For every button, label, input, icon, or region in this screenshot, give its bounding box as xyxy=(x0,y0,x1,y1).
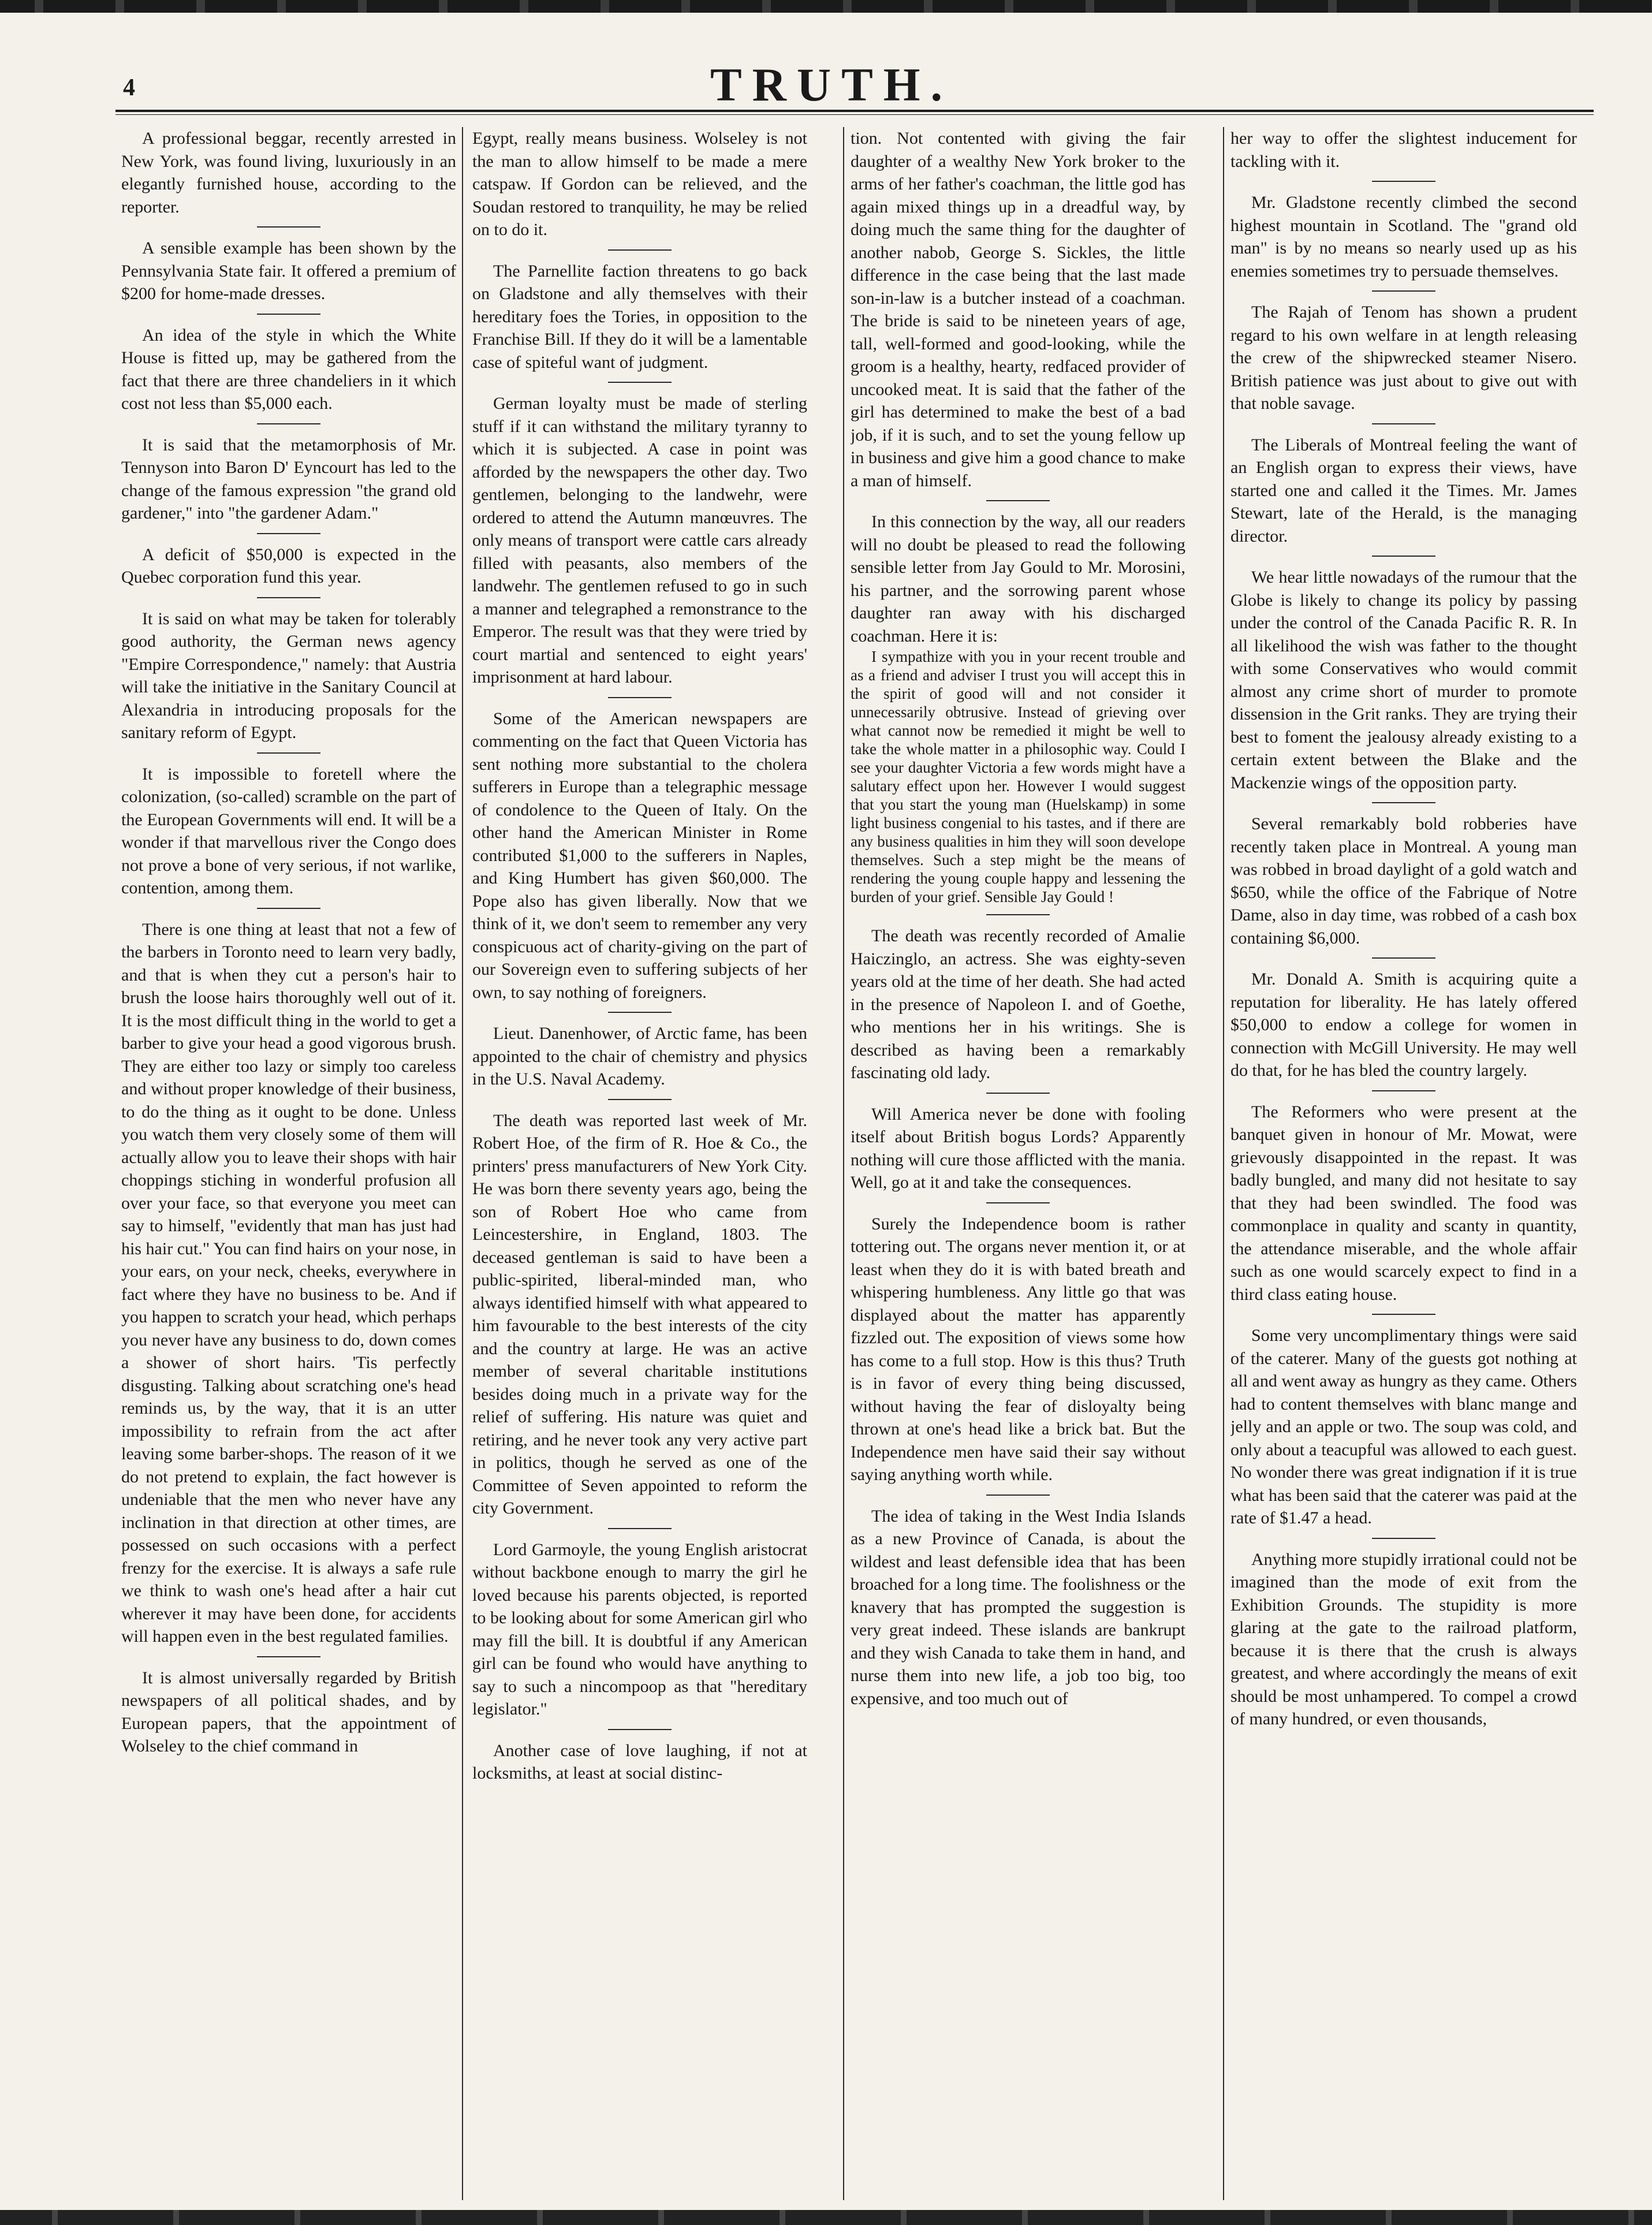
quoted-letter: I sympathize with you in your recent trouble and as a friend and adviser I trust you will accept this in the spirit of good will and not consider it unnecessarily obtrusive. Instead of grieving over what cannot now be remedied it might be well to take the whole matter in a philosophic way. Could I see your daughter Victoria a few words might have a salutary effect upon her. However I would suggest that you start the young man (Huelskamp) in some light business congenial to his tastes, and if there are any business qualities in him they will soon develope themselves. Such a step might be the means of rendering the young couple happy and lessening the burden of your grief. Sensible Jay Gould ! xyxy=(851,648,1185,905)
article: Lord Garmoyle, the young English aristocrat without backbone enough to marry the girl he loved because his parents objected, is reported to be looking about for some American girl who may fill the bill. It is doubtful if any American girl can be found who would have anything to say to such a nincompoop as that "hereditary legislator." xyxy=(472,1540,807,1719)
column-2 xyxy=(472,127,807,2200)
article-separator xyxy=(608,1099,672,1100)
article-separator xyxy=(608,697,672,698)
masthead-rule xyxy=(115,110,1594,112)
article: Some of the American newspapers are commenting on the fact that Queen Victoria has sent nothing more substantial to the cholera sufferers in Europe than a telegraphic message of condolence to the Queen of Italy. On the other hand the American Minister in Rome contributed $1,000 to the sufferers in Naples, and King Humbert has given $60,000. The Pope also has given liberally. Now that we think of it, we don't seem to remember any very conspicuous act of charity-giving on the part of our Sovereign even to suffering subjects of her own, to say nothing of foreigners. xyxy=(472,709,807,1002)
article: It is said that the metamorphosis of Mr. Tennyson into Baron D' Eyncourt has led to the change of the famous expression "the grand old gardener," into "the gardener Adam." xyxy=(121,435,456,523)
article-separator xyxy=(608,249,672,251)
article-separator xyxy=(986,500,1050,501)
article: The Rajah of Tenom has shown a prudent regard to his own welfare in at length releasing the crew of the shipwrecked steamer Nisero. British patience was just about to give out with that noble savage. xyxy=(1230,303,1577,413)
article-separator xyxy=(608,1012,672,1013)
article: German loyalty must be made of sterling stuff if it can withstand the military tyranny to which it is subjected. A case in point was afforded by the newspapers the other day. Two gentlemen, belonging to the landwehr, were ordered to attend the Autumn manœuvres. The only means of transport were cattle cars already filled with peasants, also members of the landwehr. The gentlemen refused to go in such a manner and telegraphed a remonstrance to the Emperor. The result was that they were tried by court martial and sentenced to eight years' imprisonment at hard labour. xyxy=(472,394,807,687)
article: Lieut. Danenhower, of Arctic fame, has been appointed to the chair of chemistry and physics in the U.S. Naval Academy. xyxy=(472,1024,807,1089)
article-separator xyxy=(986,1093,1050,1094)
article-separator xyxy=(608,1528,672,1529)
article-separator xyxy=(1372,290,1435,292)
bottom-border xyxy=(0,2210,1652,2225)
masthead-title: TRUTH. xyxy=(710,58,953,111)
article-separator xyxy=(1372,423,1435,424)
article: We hear little nowadays of the rumour that the Globe is likely to change its policy by passing under the control of the Canada Pacific R. R. In all likelihood the wish was father to the thought with some Conservatives who would commit almost any crime short of murder to promote dissension in the Grit ranks. They are trying their best to foment the jealousy already existing to a certain extent between the Blake and the Mackenzie wings of the opposition party. xyxy=(1230,568,1577,792)
article-separator xyxy=(1372,1090,1435,1091)
article-separator xyxy=(257,314,320,315)
article-continued: Egypt, really means business. Wolseley is not the man to allow himself to be made a mere catspaw. If Gordon can be relieved, and the Soudan restored to tranquility, he may be relied on to do it. xyxy=(472,129,807,239)
article-continued: tion. Not contented with giving the fair daughter of a wealthy New York broker to the arms of her father's coachman, the little god has again mixed things up in a dreadful way, by doing much the same thing for the daughter of another nabob, George S. Sickles, the little difference in the case being that the last made son-in-law is a butcher instead of a coachman. The bride is said to be nineteen years of age, tall, well-formed and good-looking, while the groom is a healthy, hearty, redfaced provider of uncooked meat. It is said that the father of the girl has determined to make the best of a bad job, if it is such, and to set the young fellow up in business and give him a good chance to make a man of himself. xyxy=(851,129,1185,490)
column-rule xyxy=(843,127,844,2200)
article: The Parnellite faction threatens to go back on Gladstone and ally themselves with their hereditary foes the Tories, in opposition to the Franchise Bill. If they do it will be a lamentable case of spiteful want of judgment. xyxy=(472,261,807,372)
article-separator xyxy=(1372,957,1435,959)
article-separator xyxy=(986,1202,1050,1203)
article: In this connection by the way, all our readers will no doubt be pleased to read the following sensible letter from Jay Gould to Mr. Morosini, his partner, and the sorrowing parent whose daughter ran away with his discharged coachman. Here it is: xyxy=(851,512,1185,646)
article-separator xyxy=(1372,1314,1435,1315)
article-separator xyxy=(257,597,320,598)
article: The Liberals of Montreal feeling the want of an English organ to express their views, have started one and called it the Times. Mr. James Stewart, late of the Herald, is the managing director. xyxy=(1230,435,1577,546)
article: The death was reported last week of Mr. Robert Hoe, of the firm of R. Hoe & Co., the printers' press manufacturers of New York City. He was born there seventy years ago, being the son of Robert Hoe who came from Leincestershire, in England, 1803. The deceased gentleman is said to have been a public-spirited, liberal-minded man, who always identified himself with what appeared to him favourable to the best interests of the city and the country at large. He was an active member of several charitable institutions besides doing much in a private way for the relief of suffering. His nature was quiet and retiring, and he never took any very active part in politics, though he served as one of the Committee of Seven appointed to reform the city Government. xyxy=(472,1110,807,1518)
article: It is impossible to foretell where the colonization, (so-called) scramble on the part of the European Governments will end. It will be a wonder if that marvellous river the Congo does not prove a bone of very serious, if not warlike, contention, among them. xyxy=(121,764,456,897)
article-separator xyxy=(1372,802,1435,803)
article-separator xyxy=(257,1656,320,1657)
article: The idea of taking in the West India Islands as a new Province of Canada, is about the wildest and least defensible idea that has been broached for a long time. The foolishness or the knavery that has prompted the suggestion is very great indeed. These islands are bankrupt and they wish Canada to take them in hand, and nurse them into new life, a job too big, too expensive, and too much out of xyxy=(851,1506,1185,1708)
article-separator xyxy=(986,914,1050,915)
column-rule xyxy=(462,127,463,2200)
article-separator xyxy=(986,1494,1050,1496)
masthead-rule-thin xyxy=(115,114,1594,115)
article-separator xyxy=(257,226,320,228)
article: It is almost universally regarded by British newspapers of all political shades, and by European papers, that the appointment of Wolseley to the chief command in xyxy=(121,1668,456,1756)
article-continued: her way to offer the slightest inducement for tackling with it. xyxy=(1230,129,1577,171)
article-separator xyxy=(257,752,320,754)
article-separator xyxy=(1372,1538,1435,1539)
article: Another case of love laughing, if not at locksmiths, at least at social distinc- xyxy=(472,1741,807,1783)
article: It is said on what may be taken for tolerably good authority, the German news agency "Empire Correspondence," namely: that Austria will take the initiative in the Sanitary Council at Alexandria in introducing proposals for the sanitary reform of Egypt. xyxy=(121,609,456,742)
article: Anything more stupidly irrational could not be imagined than the mode of exit from the Exhibition Grounds. The stupidity is more glaring at the gate to the railroad platform, because it is there that the crush is always greatest, and where accordingly the means of exit should be most unhampered. To compel a crowd of many hundred, or even thousands, xyxy=(1230,1549,1577,1728)
article: An idea of the style in which the White House is fitted up, may be gathered from the fact that there are three chandeliers in it which cost not less than $5,000 each. xyxy=(121,325,456,413)
article: Some very uncomplimentary things were said of the caterer. Many of the guests got nothing at all and went away as hungry as they came. Others had to content themselves with blanc mange and jelly and an apple or two. The soup was cold, and only about a teacupful was allowed to each guest. No wonder there was great indignation if it is true what has been said that the caterer was paid at the rate of $1.47 a head. xyxy=(1230,1326,1577,1527)
article-separator xyxy=(608,1729,672,1730)
article: The death was recently recorded of Amalie Haiczinglo, an actress. She was eighty-seven years old at the time of her death. She had acted in the presence of Napoleon I. and of Goethe, who mentions her in his writings. She is described as having been a remarkably fascinating old lady. xyxy=(851,926,1185,1082)
column-rule xyxy=(1223,127,1224,2200)
article-separator xyxy=(257,908,320,909)
article-separator xyxy=(257,423,320,424)
article: Several remarkably bold robberies have recently taken place in Montreal. A young man was robbed in broad daylight of a gold watch and $650, while the office of the Fabrique of Notre Dame, also in day time, was robbed of a cash box containing $6,000. xyxy=(1230,814,1577,948)
column-3 xyxy=(851,127,1185,2200)
article: A deficit of $50,000 is expected in the Quebec corporation fund this year. xyxy=(121,545,456,587)
article-separator xyxy=(1372,181,1435,182)
article: A sensible example has been shown by the Pennsylvania State fair. It offered a premium of $200 for home-made dresses. xyxy=(121,238,456,303)
page-number: 4 xyxy=(123,74,135,101)
article: There is one thing at least that not a few of the barbers in Toronto need to learn very badly, and that is when they cut a person's hair to brush the loose hairs thoroughly well out of it. It is the most difficult thing in the world to get a barber to give your head a good vigorous brush. They are either too lazy or simply too careless and without proper knowledge of their business, to do the thing as it ought to be done. Unless you watch them very closely some of them will actually allow you to leave their shops with hair choppings stiching in wonderful profusion all over your face, so that everyone you meet can say to himself, "evidently that man has just had his hair cut." You can find hairs on your nose, in your ears, on your neck, cheeks, everywhere in fact where they have no business to be. And if you happen to scratch your head, which perhaps you never have any business to do, down comes a shower of short hairs. 'Tis perfectly disgusting. Talking about scratching one's head reminds us, by the way, that it is an utter impossibility to refrain from the act after leaving some barber-shops. The reason of it we do not pretend to explain, the fact however is undeniable that the men who never have any inclination in that direction at other times, are possessed on such occasions with a perfect frenzy for the exercise. It is always a safe rule we think to wash one's head after a hair cut wherever it may have been done, for accidents will happen even in the best regulated families. xyxy=(121,919,456,1646)
article: A professional beggar, recently arrested in New York, was found living, luxuriously in an elegantly furnished house, according to the reporter. xyxy=(121,129,456,217)
article: Will America never be done with fooling itself about British bogus Lords? Apparently nothing will cure those afflicted with the mania. Well, go at it and take the consequences. xyxy=(851,1104,1185,1192)
article: Surely the Independence boom is rather tottering out. The organs never mention it, or at least when they do it is with bated breath and whispering humbleness. Any little go that was displayed about the matter has apparently fizzled out. The exposition of views some how has come to a full stop. How is this thus? Truth is in favor of every thing being discussed, without having the fear of disloyalty being thrown at one's head like a brick bat. But the Independence men have said their say without saying anything worth while. xyxy=(851,1214,1185,1484)
article-separator xyxy=(608,382,672,383)
article: The Reformers who were present at the banquet given in honour of Mr. Mowat, were grievously disappointed in the repast. It was badly bungled, and many did not hesitate to say that they had been swindled. The food was commonplace in quality and scanty in quantity, the attendance miserable, and the whole affair such as one would scarcely expect to find in a third class eating house. xyxy=(1230,1102,1577,1304)
top-border xyxy=(0,0,1652,13)
column-1 xyxy=(121,127,456,2200)
article: Mr. Donald A. Smith is acquiring quite a reputation for liberality. He has lately offered $50,000 to endow a college for women in connection with McGill University. He may well do that, for he has bled the country largely. xyxy=(1230,970,1577,1080)
article-separator xyxy=(257,533,320,534)
article-separator xyxy=(1372,556,1435,557)
article: Mr. Gladstone recently climbed the second highest mountain in Scotland. The "grand old man" is by no means so nearly used up as his enemies sometimes try to persuade themselves. xyxy=(1230,193,1577,281)
column-4 xyxy=(1230,127,1577,2200)
